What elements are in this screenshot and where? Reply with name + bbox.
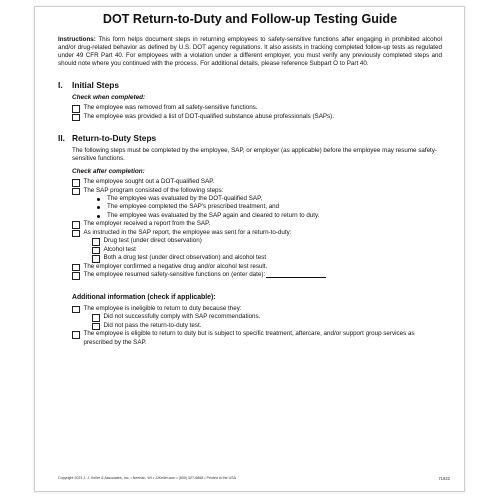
section-title: Initial Steps [72, 80, 120, 90]
checklist-item-label: The employer received a report from the SAP. [83, 220, 211, 228]
test-option-label: Both a drug test (under direct observation) and alcohol test [103, 254, 267, 262]
bullet-text: The employee was evaluated by the SAP again and cleared to return to duty. [107, 211, 320, 219]
checklist-item[interactable] [72, 220, 442, 229]
section-initial-steps-heading [58, 80, 442, 90]
bullet-text: The employee completed the SAP's prescribed treatment, and [107, 203, 280, 211]
checklist-item-label: The employee is eligible to return to duty but is subject to specific treatment, aftercare, and/or support group services as prescribed by the SAP. [83, 330, 415, 346]
test-option-item[interactable] [92, 254, 442, 263]
checkbox[interactable] [92, 238, 100, 246]
form-page [34, 6, 465, 492]
reason-label: Did not successfully comply with SAP recommendations. [103, 313, 261, 321]
checkbox[interactable] [92, 255, 100, 263]
check-when-completed-label: Check when completed: [72, 94, 146, 101]
bullet-item [97, 203, 442, 211]
form-number: 71922 [438, 476, 450, 481]
page-title: DOT Return-to-Duty and Follow-up Testing Guide [102, 12, 398, 26]
checkbox[interactable] [72, 331, 80, 339]
checklist-item-label: The employee is ineligible to return to duty because they: [83, 304, 242, 312]
checklist-item-label: The employee was removed from all safety-sensitive functions. [83, 104, 258, 111]
checklist-item-label: The employer confirmed a negative drug and/or alcohol test result. [83, 262, 268, 270]
checkbox[interactable] [72, 179, 80, 187]
test-option-item[interactable] [92, 237, 442, 246]
checklist-item[interactable] [72, 187, 442, 196]
check-after-completion-label: Check after completion: [72, 168, 145, 175]
checkbox[interactable] [72, 105, 80, 113]
checkbox[interactable] [92, 314, 100, 322]
checkbox[interactable] [72, 272, 80, 280]
checklist-item[interactable] [72, 113, 442, 122]
reason-item[interactable] [92, 313, 442, 322]
checklist-item[interactable] [72, 104, 442, 113]
checklist-item-label: The employee resumed safety-sensitive functions on (enter date): [83, 271, 266, 279]
checklist-item[interactable] [72, 263, 442, 272]
test-option-item[interactable] [92, 246, 442, 255]
checklist-item-label: As instructed in the SAP report, the employee was sent for a return-to-duty: [83, 228, 292, 236]
checklist-item-label: The employee was provided a list of DOT-qualified substance abuse professionals (SAPs). [83, 112, 334, 120]
additional-info-heading: Additional information (check if applicable): [72, 293, 216, 301]
checkbox[interactable] [72, 264, 80, 272]
instructions-label: Instructions: [58, 36, 96, 43]
date-entry-line[interactable] [266, 271, 326, 278]
checkbox[interactable] [72, 306, 80, 314]
checkbox[interactable] [72, 230, 80, 238]
checklist-item[interactable] [72, 178, 442, 187]
test-option-label: Alcohol test [103, 245, 136, 253]
bullet-text: The employee was evaluated by the DOT-qualified SAP, [107, 195, 263, 202]
checklist-item[interactable] [72, 305, 442, 314]
section-number: II. [58, 133, 65, 143]
instructions-paragraph [58, 36, 442, 68]
checklist-item[interactable] [72, 330, 442, 347]
reason-label: Did not pass the return-to-duty test. [103, 321, 202, 329]
section-return-to-duty-heading [58, 133, 442, 143]
checkbox[interactable] [92, 247, 100, 255]
instructions-text: This form helps document steps in returning employees to safety-sensitive functions after engaging in prohibited alcohol and/or drug-related behavior as defined by U.S. DOT agency regulations. It also assists in tracking completed follow-up tests as regulated under 49 CFR Part 40. For employees with a violation under a different employer, you must verify any previously completed steps and should note where you continued with the process. For additional details, please reference Subpart O to Part 40. [58, 36, 442, 67]
checkbox[interactable] [72, 114, 80, 122]
checkbox[interactable] [92, 323, 100, 331]
bullet-dot-icon [97, 206, 100, 209]
page-footer [58, 476, 450, 481]
section-intro-text: The following steps must be completed by the employee, SAP, or employer (as applicable) before the employee may resume safety-sensitive functions. [72, 147, 437, 162]
bullet-item [97, 195, 442, 203]
checkbox[interactable] [72, 221, 80, 229]
bullet-item [97, 212, 442, 220]
section-title: Return-to-Duty Steps [72, 133, 157, 143]
copyright-text: Copyright 2023 J. J. Keller & Associates, Inc. • Neenah, WI • JJKeller.com • (800) 327-6868 • Printed in the USA [58, 476, 237, 480]
reason-item[interactable] [92, 322, 442, 331]
section-number: I. [58, 80, 63, 90]
test-option-label: Drug test (under direct observation) [103, 237, 202, 245]
checklist-item-label: The employee sought out a DOT-qualified SAP. [83, 178, 215, 185]
checklist-item[interactable] [72, 229, 442, 238]
checkbox[interactable] [72, 188, 80, 196]
checklist-item[interactable] [72, 271, 442, 280]
bullet-dot-icon [97, 215, 100, 218]
bullet-dot-icon [97, 198, 100, 201]
checklist-item-label: The SAP program consisted of the following steps: [83, 186, 224, 194]
